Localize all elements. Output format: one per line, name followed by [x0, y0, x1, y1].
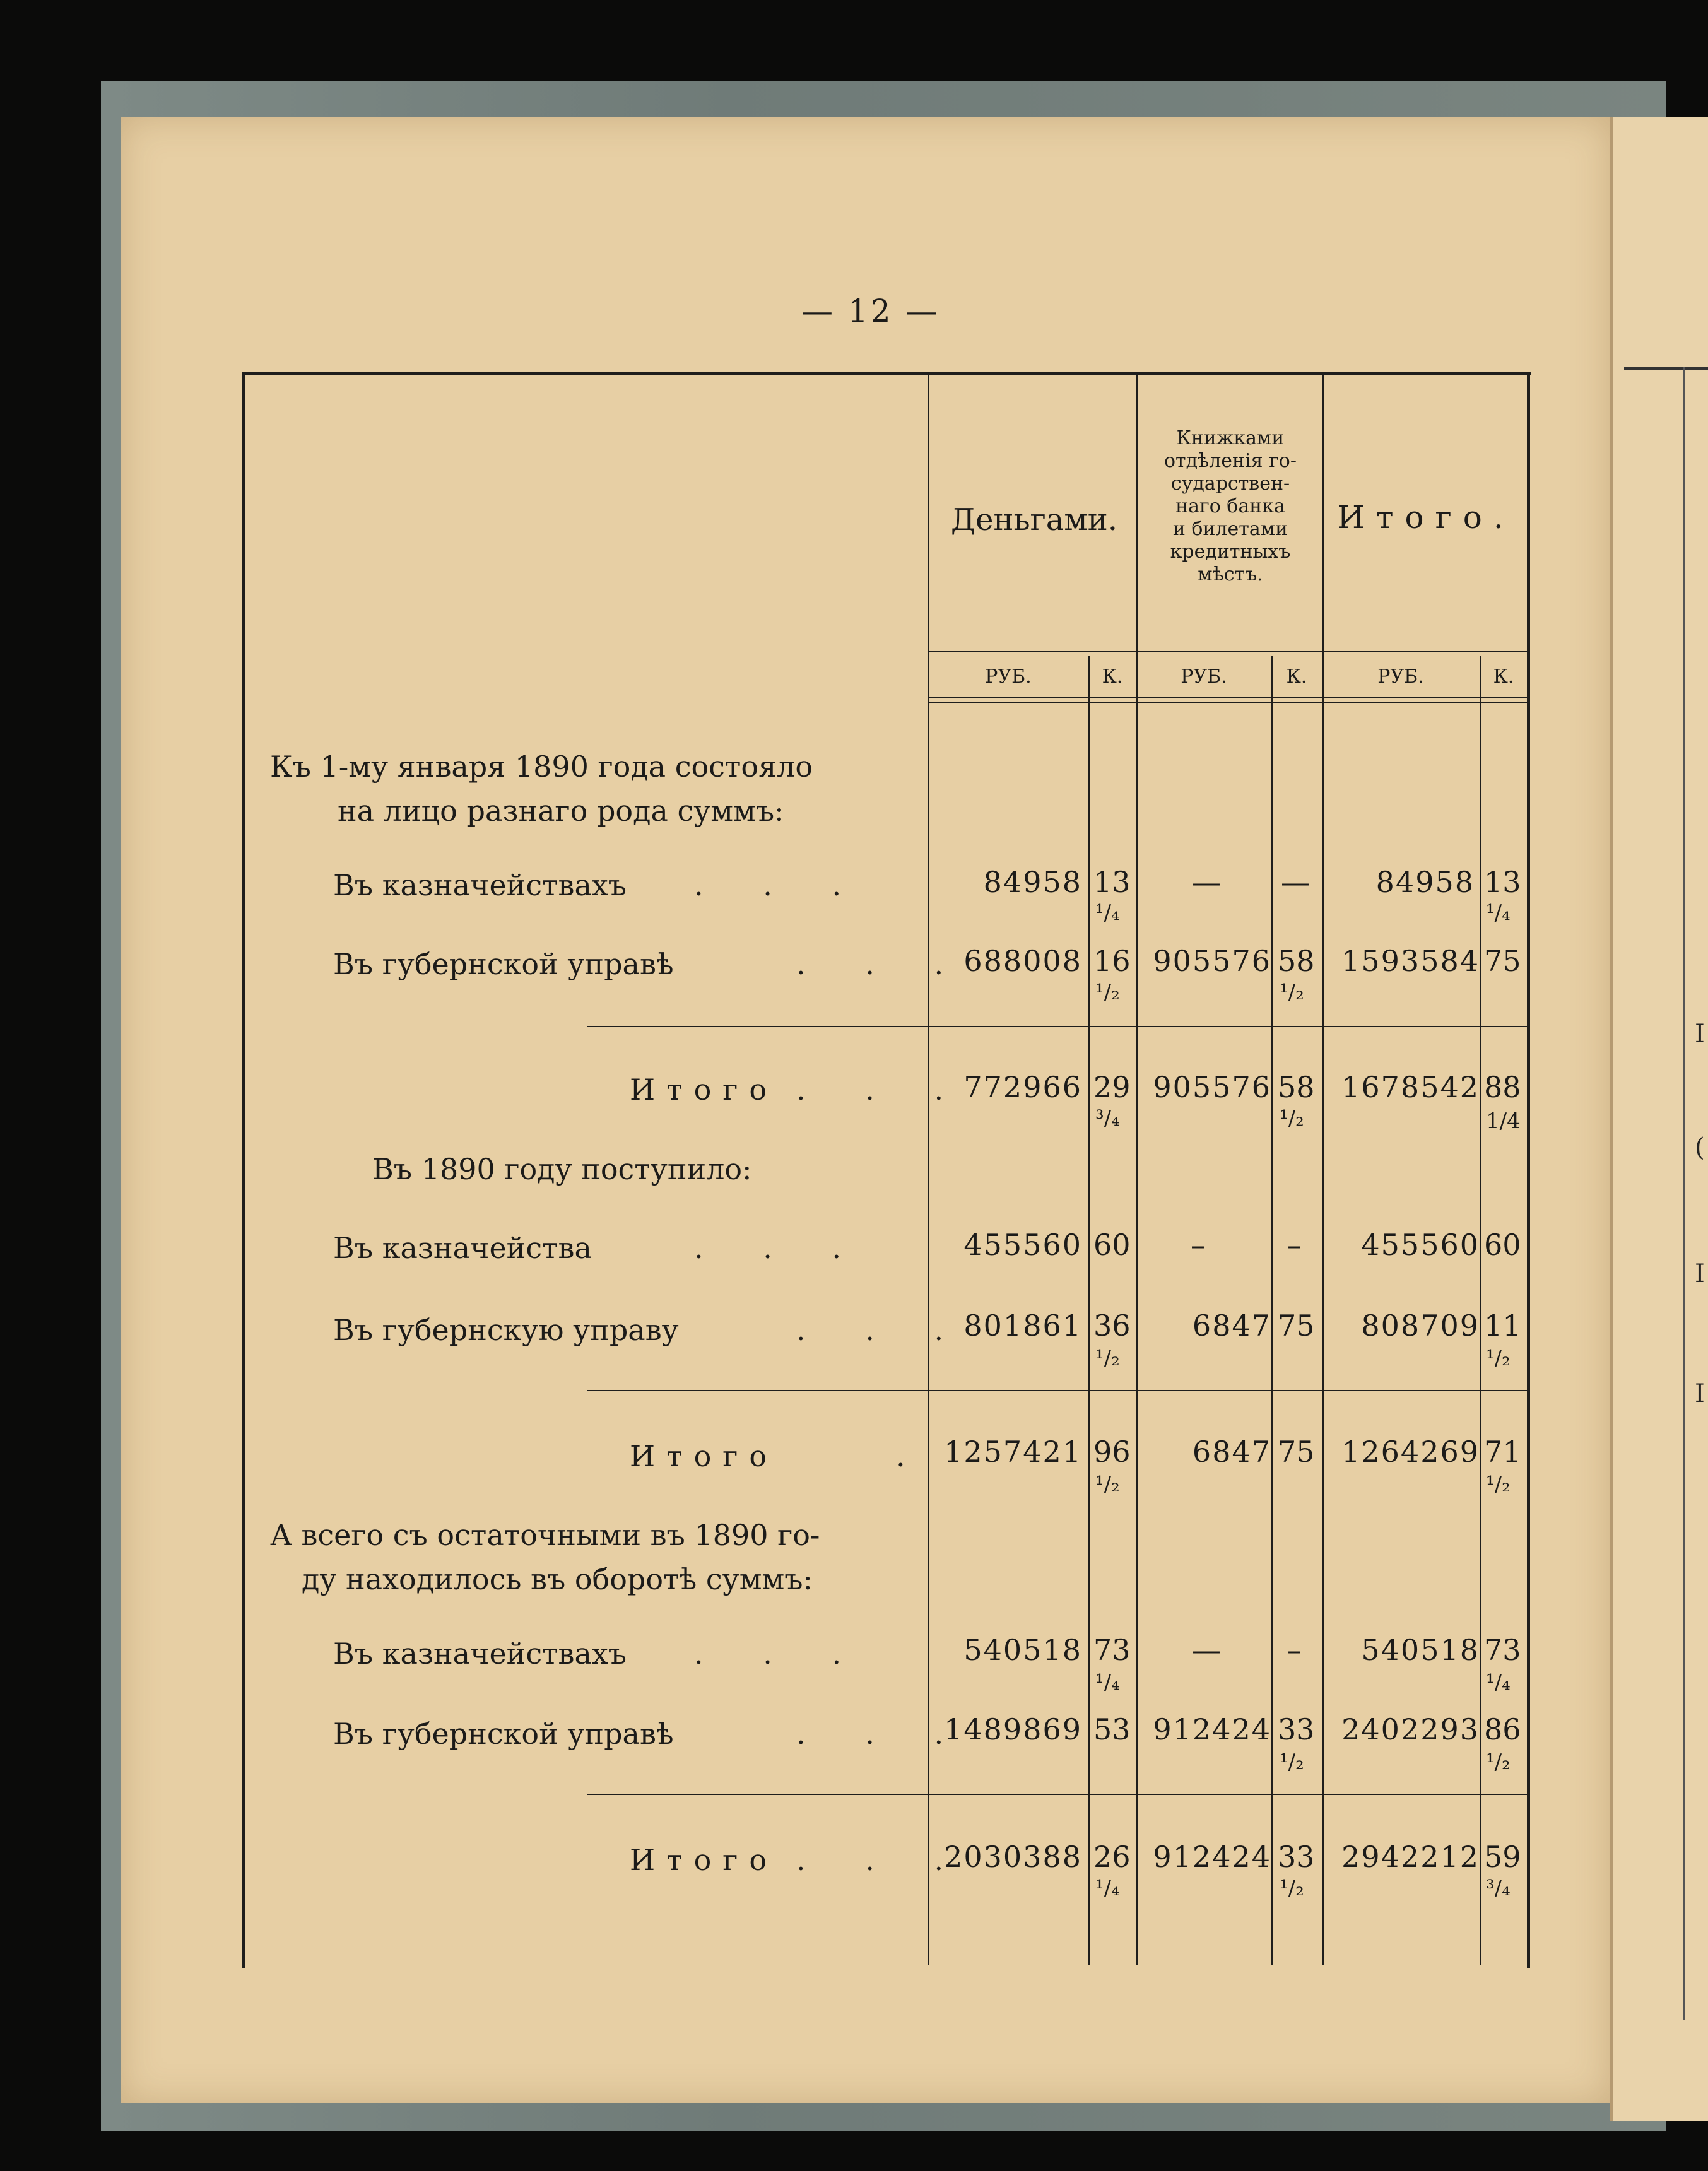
document-page — [121, 117, 1610, 2103]
header-money: Деньгами. — [951, 502, 1117, 538]
next-page-char: I — [1695, 1259, 1705, 1288]
section-intro: на лицо разнаго рода суммъ: — [338, 794, 784, 828]
section-intro: ду находилось въ оборотѣ суммъ: — [302, 1562, 813, 1596]
next-page-char: I — [1695, 1379, 1705, 1408]
section-intro: Въ 1890 году поступило: — [372, 1152, 752, 1186]
header-books: Книжками отдѣленія го- сударствен- наго банка и билетами кредитныхъ мѣстъ. — [1164, 427, 1297, 585]
section-intro: Къ 1-му января 1890 года состояло — [270, 750, 813, 784]
header-total: Итого. — [1337, 499, 1515, 536]
section-intro: А всего съ остаточными въ 1890 го- — [270, 1518, 820, 1552]
page-number: — 12 — — [801, 293, 940, 329]
next-page-char: ( — [1695, 1133, 1705, 1162]
next-page-char: I — [1695, 1020, 1705, 1049]
next-page-edge — [1610, 117, 1708, 2121]
